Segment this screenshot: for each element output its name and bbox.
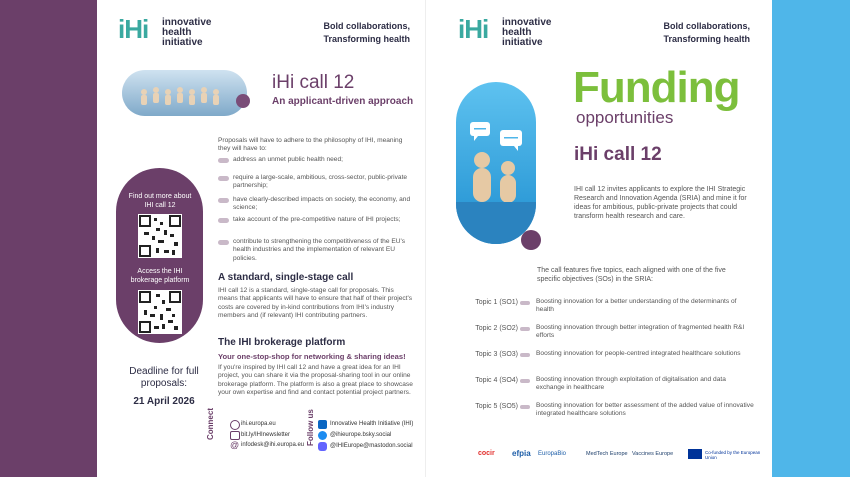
people-chat-illustration	[456, 82, 536, 244]
bullet-marker	[218, 158, 229, 163]
figures-illustration	[122, 70, 247, 116]
email-icon: @	[230, 440, 240, 450]
topic-connector	[520, 301, 530, 305]
bullet-text: address an unmet public health need;	[233, 156, 343, 163]
hero-image-pill	[122, 70, 247, 116]
eu-flag-icon	[688, 449, 702, 459]
newsletter-icon	[230, 431, 240, 440]
funding-heading: Funding	[573, 63, 740, 112]
tagline-line: Transforming health	[663, 34, 750, 44]
partner-logo-medtech: MedTech Europe	[586, 451, 628, 457]
section2-title: The IHI brokerage platform	[218, 337, 346, 348]
topic-label: Topic 3 (SO3)	[475, 351, 518, 358]
mastodon-icon	[318, 442, 327, 451]
section1-body: IHI call 12 is a standard, single-stage call for proposals. This means that applicants will have to ensure that half of their project's costs are covered by in-kind contributions from IHI's industry members and (if relevant) IHI contributing partners.	[218, 287, 413, 320]
section2-subtitle: Your one-stop-shop for networking & sharing ideas!	[218, 352, 406, 361]
bullet-marker	[218, 198, 229, 203]
qr-code-call12[interactable]	[138, 214, 182, 258]
left-subtitle: An applicant-driven approach	[272, 96, 414, 107]
bullet-text: require a large-scale, ambitious, cross-sector, public-private partnership;	[233, 174, 408, 190]
partner-logo-efpia: efpia	[512, 449, 531, 458]
partner-logo-europabio: EuropaBio	[538, 451, 567, 457]
tagline-line: Bold collaborations,	[323, 21, 410, 31]
social-linkedin[interactable]: Innovative Health Initiative (IHI)	[330, 421, 414, 427]
section1-title: A standard, single-stage call	[218, 272, 354, 283]
deadline-label: Deadline for full proposals:	[129, 366, 199, 389]
right-tagline	[640, 20, 750, 46]
left-purple-band	[0, 0, 97, 477]
topic-connector	[520, 405, 530, 409]
partner-logo-eu: Co-funded by the European Union	[705, 450, 761, 460]
topic-text: Boosting innovation through exploitation of digitalisation and data exchange in healthcare	[536, 376, 726, 392]
logo-line: initiative	[162, 37, 203, 48]
opportunities-heading: opportunities	[576, 108, 674, 127]
contact-website[interactable]: ihi.europa.eu	[241, 421, 276, 427]
topic-label: Topic 1 (SO1)	[475, 299, 518, 306]
topic-text: Boosting innovation for a better understanding of the determinants of health	[536, 298, 737, 314]
qr-icon	[138, 290, 182, 334]
section2-body: If you're inspired by IHI call 12 and have a great idea for an IHI project, you can share it via the proposal-sharing tool in our online brokerage platform. The platform is also a great place to showcase your own expertise and find and contact potential project partners.	[218, 364, 413, 397]
bluesky-icon	[318, 431, 327, 440]
left-logo-text	[162, 18, 211, 48]
right-hero-dot	[521, 230, 541, 250]
bullet-marker	[218, 240, 229, 245]
topic-label: Topic 5 (SO5)	[475, 403, 518, 410]
left-tagline	[300, 20, 410, 46]
web-icon	[230, 420, 240, 430]
deadline-date: 21 April 2026	[133, 396, 195, 407]
right-intro: IHI call 12 invites applicants to explore the IHI Strategic Research and Innovation Agenda (SRIA) and mine it for ideas for ambitious, public-private projects that could transform health research and care.	[574, 186, 747, 220]
right-title: iHi call 12	[574, 144, 662, 165]
bullet-text: take account of the pre-competitive nature of IHI projects;	[233, 216, 401, 223]
topic-label: Topic 4 (SO4)	[475, 377, 518, 384]
pill-access-text: Access the IHI brokerage platform	[130, 268, 190, 284]
follow-label: Follow us	[306, 409, 315, 446]
contact-email[interactable]: infodesk@ihi.europa.eu	[241, 442, 305, 448]
bullet-text: have clearly-described impacts on society, the economy, and science;	[233, 196, 411, 212]
bullet-marker	[218, 176, 229, 181]
qr-code-brokerage[interactable]	[138, 290, 182, 334]
left-intro: Proposals will have to adhere to the philosophy of IHI, meaning they will have to:	[218, 137, 403, 153]
partner-logo-cocir: cocir	[478, 450, 495, 457]
partner-logo-vaccines: Vaccines Europe	[632, 451, 674, 457]
logo-line: health	[502, 27, 532, 38]
pill-find-text: Find out more about IHI call 12	[128, 193, 192, 209]
contact-newsletter[interactable]: bit.ly/IHInewsletter	[241, 432, 291, 438]
tagline-line: Bold collaborations,	[663, 21, 750, 31]
topic-text: Boosting innovation for better assessment of the added value of innovative integrated healthcare solutions	[536, 402, 754, 418]
right-logo-mark: iHi	[458, 14, 489, 44]
qr-icon	[138, 214, 182, 258]
right-hero-pill	[456, 82, 536, 244]
logo-line: initiative	[502, 37, 543, 48]
bullet-text: contribute to strengthening the competitiveness of the EU's health industries and the implementation of relevant EU policies.	[233, 238, 406, 262]
topics-intro: The call features five topics, each aligned with one of the five specific objectives (SOs) in the SRIA:	[537, 267, 726, 283]
right-blue-band	[772, 0, 850, 477]
social-mastodon[interactable]: @IHIEurope@mastodon.social	[330, 443, 413, 449]
topic-connector	[520, 379, 530, 383]
right-logo-text	[502, 18, 551, 48]
left-logo-mark: iHi	[118, 14, 149, 44]
tagline-line: Transforming health	[323, 34, 410, 44]
logo-line: innovative	[502, 17, 552, 28]
hero-dot	[236, 94, 250, 108]
topic-connector	[520, 327, 530, 331]
social-bluesky[interactable]: @ihieurope.bsky.social	[330, 432, 392, 438]
bullet-marker	[218, 218, 229, 223]
logo-line: health	[162, 27, 192, 38]
linkedin-icon	[318, 420, 327, 429]
left-title: iHi call 12	[272, 72, 355, 93]
logo-line: innovative	[162, 17, 212, 28]
topic-label: Topic 2 (SO2)	[475, 325, 518, 332]
topic-connector	[520, 353, 530, 357]
connect-label: Connect	[206, 408, 215, 440]
topic-text: Boosting innovation for people-centred integrated healthcare solutions	[536, 350, 741, 357]
topic-text: Boosting innovation through better integration of fragmented health R&I efforts	[536, 324, 745, 340]
